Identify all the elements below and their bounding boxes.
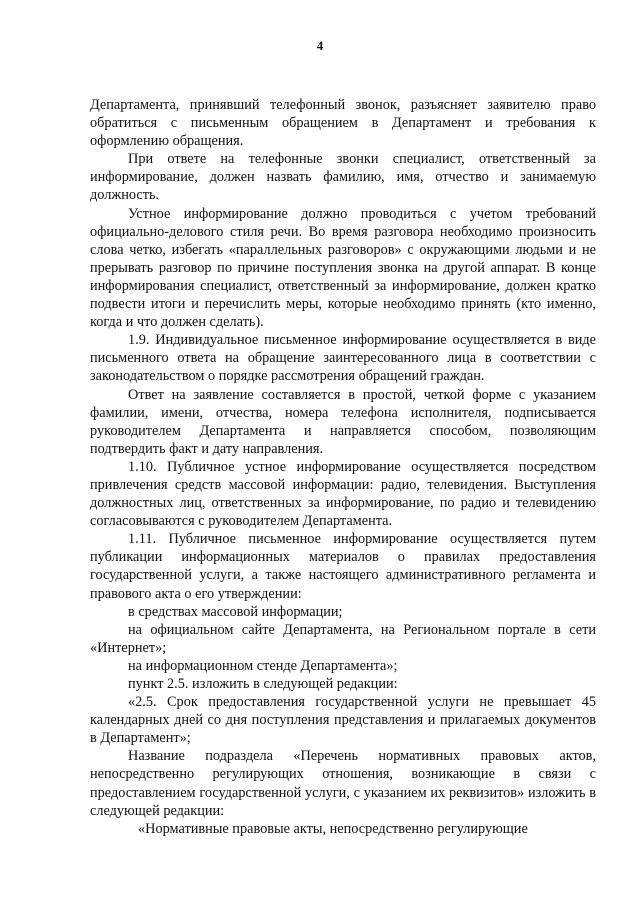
paragraph-7: 1.11. Публичное письменное информирование осуществляется путем публикации информационных материалов о правилах предоставления государственной услуги, а также настоящего административного регламента и правового акта о его утверждении: bbox=[90, 531, 596, 602]
document-body bbox=[90, 96, 596, 838]
paragraph-6: 1.10. Публичное устное информирование осуществляется посредством привлечения средств массовой информации: радио, телевидения. Выступления должностных лиц, ответственных за информирование, по радио и телевидению согласовываются с руководителем Департамента. bbox=[90, 458, 596, 530]
paragraph-4: 1.9. Индивидуальное письменное информирование осуществляется в виде письменного ответа на обращение заинтересованного лица в соответствии с законодательством о порядке рассмотрения обращений граждан. bbox=[90, 332, 596, 385]
paragraph-1: Департамента, принявший телефонный звонок, разъясняет заявителю право обратиться с письменным обращением в Департамент и требования к оформлению обращения. bbox=[90, 97, 596, 150]
paragraph-9: «2.5. Срок предоставления государственной услуги не превышает 45 календарных дней со дня поступления представления и прилагаемых документов в Департамент»; bbox=[90, 694, 596, 747]
paragraph-10: Название подраздела «Перечень нормативных правовых актов, непосредственно регулирующих отношения, возникающие в связи с предоставлением государственной услуги, с указанием их реквизитов» изложить в следующей редакции: bbox=[90, 748, 596, 819]
paragraph-2: При ответе на телефонные звонки специалист, ответственный за информирование, должен назвать фамилию, имя, отчество и занимаемую должность. bbox=[90, 151, 596, 204]
paragraph-8: пункт 2.5. изложить в следующей редакции: bbox=[128, 676, 398, 692]
page-number: 4 bbox=[316, 38, 324, 53]
list-item-1: в средствах массовой информации; bbox=[128, 603, 343, 620]
paragraph-11: «Нормативные правовые акты, непосредственно регулирующие bbox=[138, 820, 528, 837]
list-item-3: на информационном стенде Департамента»; bbox=[128, 657, 398, 674]
paragraph-3: Устное информирование должно проводиться с учетом требований официально-делового стиля речи. Во время разговора необходимо произносить слова четко, избегать «параллельных разговоров» с окружающими людьми и не прерывать разговор по причине поступления звонка на другой аппарат. В конце информирования специалист, ответственный за информирование, должен кратко подвести итоги и перечислить меры, которые необходимо принять (кто именно, когда и что должен сделать). bbox=[90, 205, 596, 331]
paragraph-5: Ответ на заявление составляется в простой, четкой форме с указанием фамилии, имени, отчества, номера телефона исполнителя, подписывается руководителем Департамента и направляется способом, позволяющим подтвердить факт и дату направления. bbox=[90, 386, 596, 457]
list-item-2: на официальном сайте Департамента, на Региональном портале в сети «Интернет»; bbox=[90, 621, 596, 656]
